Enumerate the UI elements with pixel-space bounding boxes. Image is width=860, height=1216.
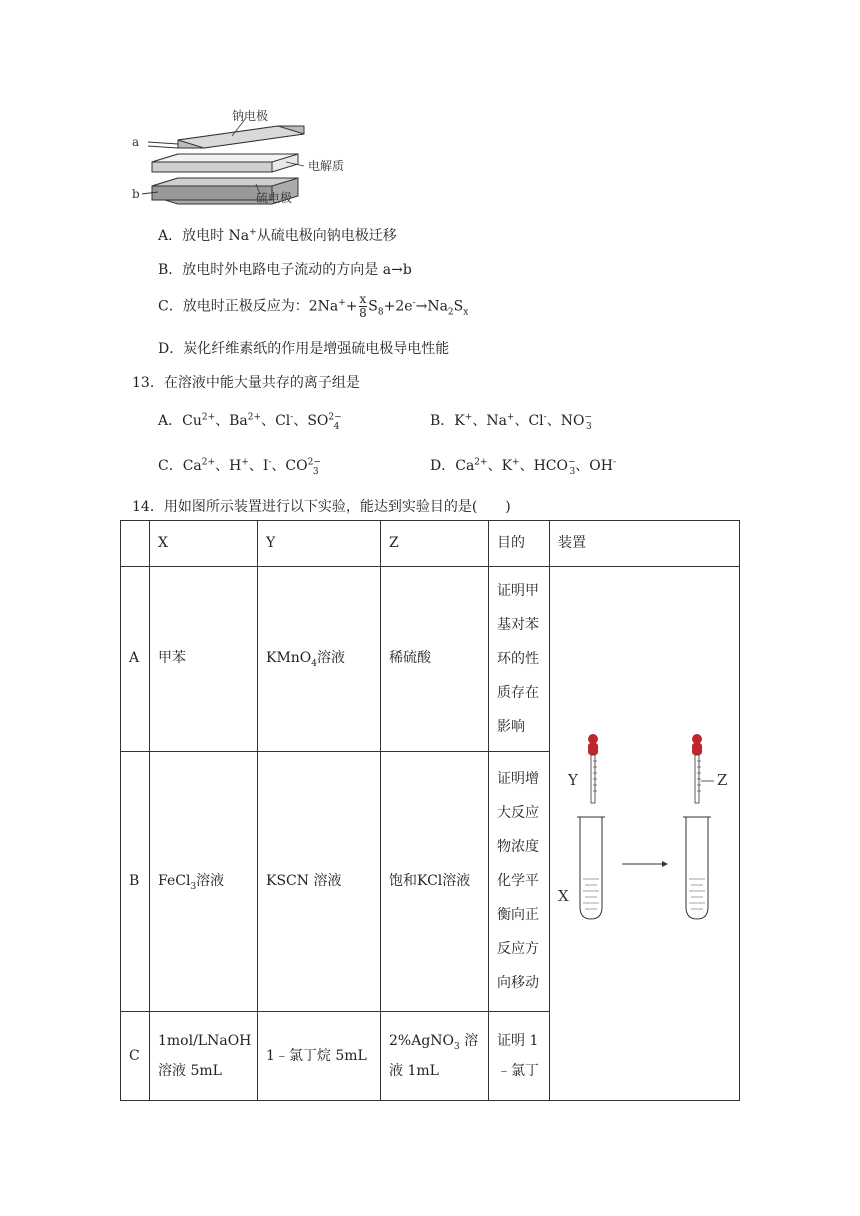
q13-option-a: A．$Cu^{2+}$、$Ba^{2+}$、Cl-、$SO^{2-}_4$ bbox=[158, 412, 342, 432]
device-label-y: Y bbox=[568, 771, 578, 789]
cell-x: 甲苯 bbox=[150, 567, 258, 752]
device-label-z: Z bbox=[717, 771, 728, 789]
label-na-electrode: 钠电极 bbox=[232, 109, 269, 123]
cell-y: KMnO$_4$溶液 bbox=[258, 567, 381, 752]
header-y: Y bbox=[258, 521, 381, 567]
label-a: a bbox=[132, 135, 140, 149]
cell-z: 稀硫酸 bbox=[381, 567, 489, 752]
test-tube-x-icon bbox=[577, 817, 605, 919]
q12-option-c: C．放电时正极反应为：2Na++ $\frac{x}{8}$ $S_8+2e^-\to Na_2S_x$ bbox=[158, 292, 469, 320]
q13-stem: 13．在溶液中能大量共存的离子组是 bbox=[132, 375, 360, 391]
cell-z: 饱和KCl溶液 bbox=[381, 751, 489, 1011]
cell-x: FeCl$_3$溶液 bbox=[150, 751, 258, 1011]
header-device: 装置 bbox=[550, 521, 740, 567]
q14-stem: 14．用如图所示装置进行以下实验，能达到实验目的是( ) bbox=[132, 499, 511, 515]
header-blank bbox=[121, 521, 150, 567]
cell-purpose: 证明甲 基对苯 环的性 质存在 影响 bbox=[489, 567, 550, 752]
q13-option-b: B．K+、Na+、Cl-、$NO^-_3$ bbox=[430, 412, 592, 432]
label-electrolyte: 电解质 bbox=[308, 159, 345, 173]
q13-option-c: C．$Ca^{2+}$、H+、I-、$CO^{2-}_3$ bbox=[158, 457, 321, 477]
cell-y: KSCN 溶液 bbox=[258, 751, 381, 1011]
fraction-x-over-8: $\frac{x}{8}$ bbox=[359, 292, 367, 320]
apparatus-diagram bbox=[550, 567, 738, 1087]
header-x: X bbox=[150, 521, 258, 567]
q12-option-a: A．放电时 Na+从硫电极向钠电极迁移 bbox=[158, 227, 397, 244]
cell-purpose: 证明 1 ﹣氯丁 bbox=[489, 1012, 550, 1101]
header-purpose: 目的 bbox=[489, 521, 550, 567]
arrow-right-icon bbox=[622, 861, 668, 867]
row-key: A bbox=[121, 567, 150, 752]
test-tube-result-icon bbox=[683, 817, 711, 919]
cell-purpose: 证明增 大反应 物浓度 化学平 衡向正 反应方 向移动 bbox=[489, 751, 550, 1011]
row-key: C bbox=[121, 1012, 150, 1101]
experiment-table bbox=[120, 520, 740, 1101]
header-z: Z bbox=[381, 521, 489, 567]
table-row-a bbox=[121, 567, 740, 752]
dropper-z-icon bbox=[692, 734, 714, 803]
cell-x: 1mol/LNaOH 溶液 5mL bbox=[150, 1012, 258, 1101]
label-b: b bbox=[132, 187, 140, 201]
device-label-x: X bbox=[558, 887, 569, 905]
battery-diagram bbox=[128, 104, 368, 214]
cell-y: 1﹣氯丁烷 5mL bbox=[258, 1012, 381, 1101]
q12-option-b: B．放电时外电路电子流动的方向是 a→b bbox=[158, 262, 412, 278]
cell-z: 2%AgNO$_3$ 溶 液 1mL bbox=[381, 1012, 489, 1101]
dropper-y-icon bbox=[588, 734, 598, 803]
row-key: B bbox=[121, 751, 150, 1011]
q12-option-d: D．炭化纤维素纸的作用是增强硫电极导电性能 bbox=[158, 341, 450, 357]
q13-option-d: D．$Ca^{2+}$、K+、$HCO^-_3$、OH- bbox=[430, 457, 617, 477]
device-cell bbox=[550, 567, 740, 1101]
label-s-electrode: 硫电极 bbox=[256, 191, 293, 205]
